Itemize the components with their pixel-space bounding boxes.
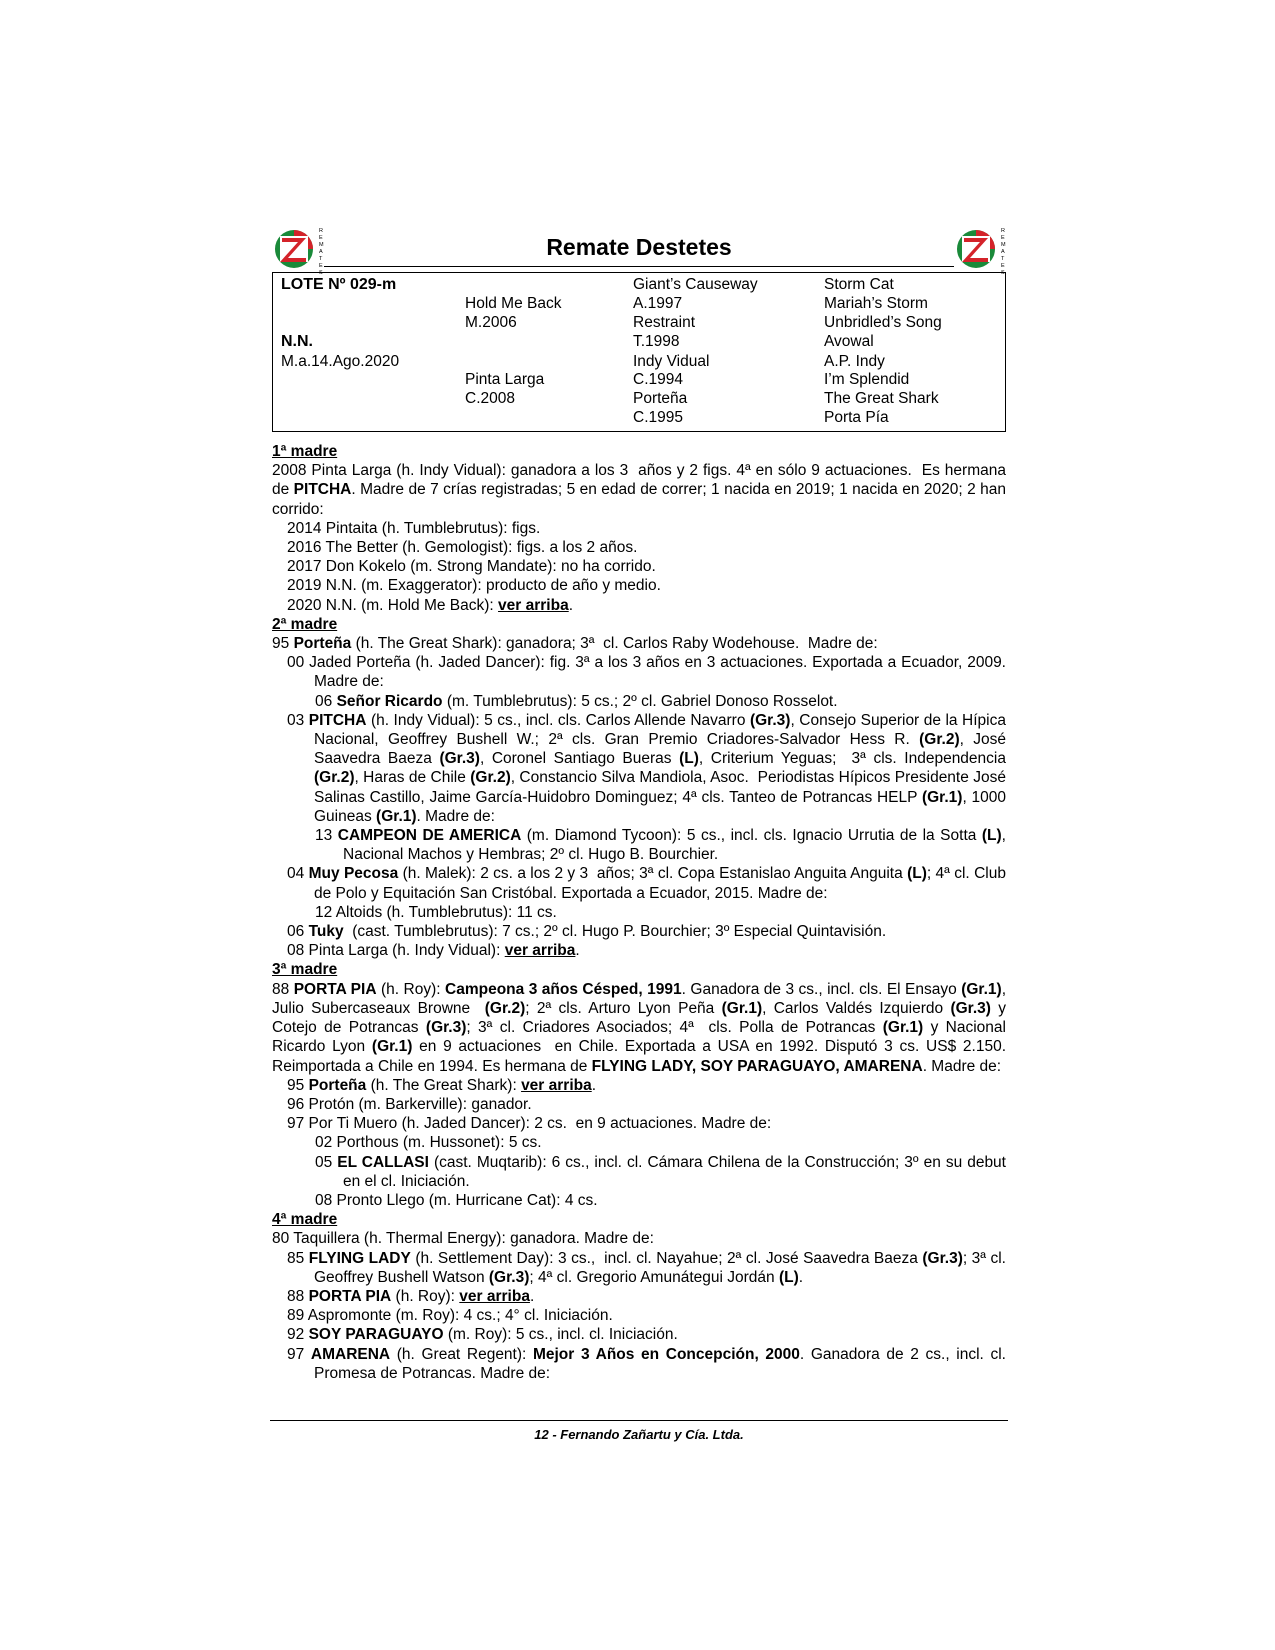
svg-text:A: A [1001,249,1005,255]
horse-name: N.N. [281,333,313,350]
pedigree-cell: Porta Pía [824,409,889,426]
pedigree-cell: A.P. Indy [824,353,885,370]
pedigree-cell: A.1997 [633,295,683,312]
list-item: 06 Señor Ricardo (m. Tumblebrutus): 5 cs.; 2º cl. Gabriel Donoso Rosselot. [315,692,838,710]
list-item: 08 Pronto Llego (m. Hurricane Cat): 4 cs. [315,1191,598,1209]
see-above-reference: ver arriba [459,1287,530,1305]
list-item: 88 PORTA PIA (h. Roy): ver arriba. [287,1287,535,1305]
dam-paragraph: 95 Porteña (h. The Great Shark): ganadora; 3ª cl. Carlos Raby Wodehouse. Madre de: [272,635,878,653]
pedigree-cell: Avowal [824,333,874,350]
list-item: 97 AMARENA (h. Great Regent): Mejor 3 Años en Concepción, 2000. Ganadora de 2 cs., incl. cl. Promesa de Potrancas. Madre de: [287,1345,1006,1382]
svg-text:M: M [319,242,324,248]
list-item: 95 Porteña (h. The Great Shark): ver arriba. [287,1076,597,1094]
zf-remates-logo [954,222,1006,276]
page-title: Remate Destetes [546,234,732,260]
list-item: 03 PITCHA (h. Indy Vidual): 5 cs., incl. cls. Carlos Allende Navarro (Gr.3), Consejo Superior de la Hípica Nacional, Geoffrey Bushell W.; 2ª cls. Gran Premio Criadores-Salvador Hess R. (Gr.2), José Saavedra Baeza (Gr.3), Coronel Santiago Bueras (L), Criterium Yeguas; 3ª cls. Independencia (Gr.2), Haras de Chile (Gr.2), Constancio Silva Mandiola, Asoc. Periodistas Hípicos Presidente José Salinas Castillo, Jaime García-Huidobro Dominguez; 4ª cls. Tanteo de Potrancas HELP (Gr.1), 1000 Guineas (Gr.1). Madre de: [287,711,1006,825]
list-item: 02 Porthous (m. Hussonet): 5 cs. [315,1134,542,1152]
pedigree-cell: Unbridled’s Song [824,314,942,331]
svg-text:T: T [1001,256,1005,262]
dam-info: C.2008 [465,390,515,407]
lot-number: LOTE Nº 029-m [281,276,397,293]
dam-paragraph: 80 Taquillera (h. Thermal Energy): ganadora. Madre de: [272,1230,654,1248]
list-item: 85 FLYING LADY (h. Settlement Day): 3 cs., incl. cl. Nayahue; 2ª cl. José Saavedra Baeza (Gr.3); 3ª cl. Geoffrey Bushell Watson (Gr.3); 4ª cl. Gregorio Amunátegui Jordán (L). [287,1249,1006,1286]
svg-text:S: S [1001,270,1005,276]
list-item: 96 Protón (m. Barkerville): ganador. [287,1095,532,1113]
see-above-reference: ver arriba [521,1076,592,1094]
produce-record [272,442,1006,1383]
list-item: 2014 Pintaita (h. Tumblebrutus): figs. [287,519,541,537]
list-item: 05 EL CALLASI (cast. Muqtarib): 6 cs., incl. cl. Cámara Chilena de la Construcción; 3º en su debut en el cl. Iniciación. [315,1153,1006,1190]
svg-text:E: E [319,235,323,241]
list-item: 2020 N.N. (m. Hold Me Back): ver arriba. [287,596,574,614]
list-item: 97 Por Ti Muero (h. Jaded Dancer): 2 cs. en 9 actuaciones. Madre de: [287,1115,772,1133]
svg-text:E: E [1001,263,1005,269]
svg-text:E: E [1001,235,1005,241]
dam-paragraph: 2008 Pinta Larga (h. Indy Vidual): ganadora a los 3 años y 2 figs. 4ª en sólo 9 actuaciones. Es hermana de PITCHA. Madre de 7 crías registradas; 5 en edad de correr; 1 nacida en 2019; 1 nacida en 2020; 2 han corrido: [272,462,1006,518]
list-item: 00 Jaded Porteña (h. Jaded Dancer): fig. 3ª a los 3 años en 3 actuaciones. Exportada a Ecuador, 2009. Madre de: [287,654,1006,691]
sire-info: M.2006 [465,314,517,331]
list-item: 2017 Don Kokelo (m. Strong Mandate): no ha corrido. [287,558,656,576]
pedigree-cell: The Great Shark [824,390,939,407]
pedigree-cell: C.1995 [633,409,683,426]
list-item: 12 Altoids (h. Tumblebrutus): 11 cs. [315,903,557,921]
list-item: 13 CAMPEON DE AMERICA (m. Diamond Tycoon): 5 cs., incl. cls. Ignacio Urrutia de la Sotta (L), Nacional Machos y Hembras; 2º cl. Hugo B. Bourchier. [315,827,1006,864]
svg-text:R: R [1001,228,1005,234]
pedigree-table [272,272,1006,432]
horse-birth: M.a.14.Ago.2020 [281,353,400,370]
list-item: 04 Muy Pecosa (h. Malek): 2 cs. a los 2 y 3 años; 3ª cl. Copa Estanislao Anguita Anguita (L); 4ª cl. Club de Polo y Equitación San Cristóbal. Exportada a Ecuador, 2015. Madre de: [287,865,1006,902]
dam-name: Pinta Larga [465,371,545,388]
see-above-reference: ver arriba [504,942,576,960]
pedigree-cell: Storm Cat [824,276,894,293]
svg-text:S: S [319,270,323,276]
catalog-page [272,222,1006,1383]
pedigree-cell: T.1998 [633,333,680,350]
list-item: 2016 The Better (h. Gemologist): figs. a los 2 años. [287,539,638,557]
section-heading: 4ª madre [272,1211,338,1229]
dam-paragraph: 88 PORTA PIA (h. Roy): Campeona 3 años Césped, 1991. Ganadora de 3 cs., incl. cls. El Ensayo (Gr.1), Julio Subercaseaux Browne (Gr.2); 2ª cls. Arturo Lyon Peña (Gr.1), Carlos Valdés Izquierdo (Gr.3) y Cotejo de Potrancas (Gr.3); 3ª cl. Criadores Asociados; 4ª cls. Polla de Potrancas (Gr.1) y Nacional Ricardo Lyon (Gr.1) en 9 actuaciones en Chile. Exportada a USA en 1992. Disputó 3 cs. US$ 2.150. Reimportada a Chile en 1994. Es hermana de FLYING LADY, SOY PARAGUAYO, AMARENA. Madre de: [272,980,1007,1075]
svg-text:R: R [319,228,323,234]
svg-text:E: E [319,263,323,269]
pedigree-cell: C.1994 [633,371,683,388]
section-heading: 3ª madre [272,961,338,979]
pedigree-cell: Porteña [633,390,688,407]
pedigree-cell: Mariah’s Storm [824,295,928,312]
svg-text:T: T [319,256,323,262]
list-item: 92 SOY PARAGUAYO (m. Roy): 5 cs., incl. cl. Iniciación. [287,1326,678,1344]
section-heading: 1ª madre [272,443,338,460]
see-above-reference: ver arriba [498,596,569,614]
pedigree-cell: I’m Splendid [824,371,910,388]
section-heading: 2ª madre [272,615,338,633]
page-footer: 12 - Fernando Zañartu y Cía. Ltda. [270,1420,1008,1442]
pedigree-cell: Restraint [633,314,696,331]
list-item: 06 Tuky (cast. Tumblebrutus): 7 cs.; 2º cl. Hugo P. Bourchier; 3º Especial Quintavisión. [287,923,887,941]
pedigree-cell: Indy Vidual [633,353,710,370]
list-item: 2019 N.N. (m. Exaggerator): producto de año y medio. [287,577,661,595]
list-item: 08 Pinta Larga (h. Indy Vidual): ver arriba. [287,942,580,960]
pedigree-cell: Giant’s Causeway [633,276,758,293]
svg-text:A: A [319,249,323,255]
list-item: 89 Aspromonte (m. Roy): 4 cs.; 4° cl. Iniciación. [287,1307,613,1325]
header-rule [324,266,954,267]
sire-name: Hold Me Back [465,295,562,312]
svg-text:M: M [1001,242,1006,248]
